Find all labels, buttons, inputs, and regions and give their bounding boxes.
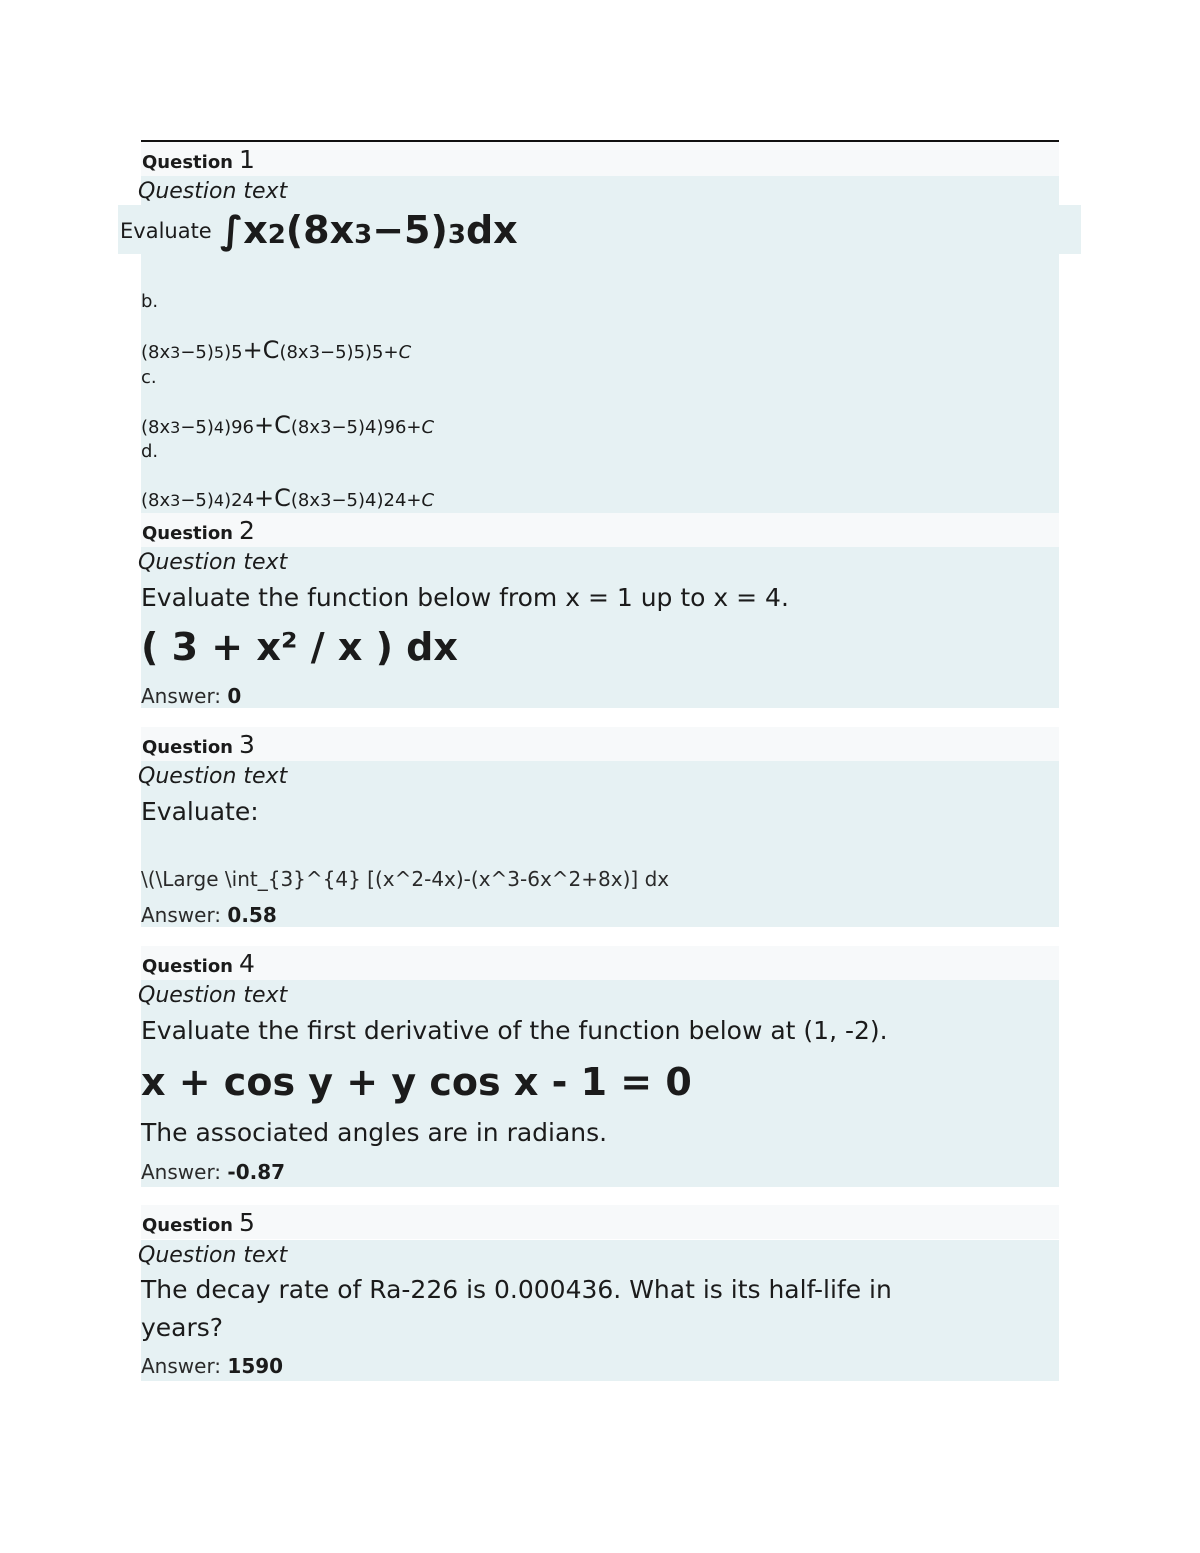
question-box-4 [138, 980, 1059, 1187]
option-letter-b: b. [141, 291, 159, 312]
answer-value: 0 [227, 684, 242, 708]
question-text-label: Question text [138, 764, 288, 789]
question-label: Question [142, 955, 233, 977]
question-note: The associated angles are in radians. [141, 1118, 608, 1147]
question-prompt: Evaluate the function below from x = 1 up to x = 4. [141, 583, 789, 612]
question-header-4 [141, 946, 1059, 980]
question-text-label: Question text [138, 983, 288, 1008]
question-box-5 [138, 1240, 1059, 1381]
question-number: 3 [239, 729, 255, 759]
question-1-integral-expression: ∫x2(8x3−5)3dx [220, 208, 518, 252]
question-number: 4 [239, 948, 255, 978]
option-b[interactable]: (8x3−5)5)5+C(8x3−5)5)5+C [141, 336, 412, 364]
question-box-2 [138, 547, 1059, 708]
answer-value: 0.58 [227, 903, 277, 927]
answer-line [141, 1160, 285, 1184]
question-label: Question [142, 151, 233, 173]
answer-value: -0.87 [227, 1160, 286, 1184]
answer-line [141, 1354, 283, 1378]
question-number: 1 [239, 144, 255, 174]
question-prompt-line-2: years? [141, 1313, 224, 1342]
option-d[interactable]: (8x3−5)4)24+C(8x3−5)4)24+C [141, 484, 435, 512]
question-label: Question [142, 522, 233, 544]
answer-label: Answer: [141, 903, 222, 927]
question-box-3 [138, 761, 1059, 927]
question-text-label: Question text [138, 1243, 288, 1268]
answer-label: Answer: [141, 684, 222, 708]
question-prompt: Evaluate the first derivative of the function below at (1, -2). [141, 1016, 888, 1045]
question-latex: \(\Large \int_{3}^{4} [(x^2-4x)-(x^3-6x^2+8x)] dx [141, 867, 670, 891]
option-c[interactable]: (8x3−5)4)96+C(8x3−5)4)96+C [141, 411, 435, 439]
question-header-1 [141, 142, 1059, 176]
question-label: Question [142, 1214, 233, 1236]
answer-label: Answer: [141, 1354, 222, 1378]
question-label: Question [142, 736, 233, 758]
question-prompt-line-1: The decay rate of Ra-226 is 0.000436. What is its half-life in [141, 1275, 892, 1304]
answer-line [141, 903, 277, 927]
answer-line [141, 684, 241, 708]
question-header-3 [141, 727, 1059, 761]
answer-label: Answer: [141, 1160, 222, 1184]
question-text-label: Question text [138, 179, 288, 204]
question-header-2 [141, 513, 1059, 547]
option-letter-d: d. [141, 441, 159, 462]
question-text-label: Question text [138, 550, 288, 575]
question-number: 2 [239, 515, 255, 545]
question-formula: x + cos y + y cos x - 1 = 0 [141, 1060, 692, 1104]
question-header-5 [141, 1205, 1059, 1239]
question-formula: ( 3 + x² / x ) dx [141, 625, 458, 669]
answer-value: 1590 [227, 1354, 284, 1378]
question-1-prompt: Evaluate [120, 219, 212, 243]
question-prompt: Evaluate: [141, 797, 259, 826]
option-letter-c: c. [141, 367, 157, 388]
question-number: 5 [239, 1207, 255, 1237]
